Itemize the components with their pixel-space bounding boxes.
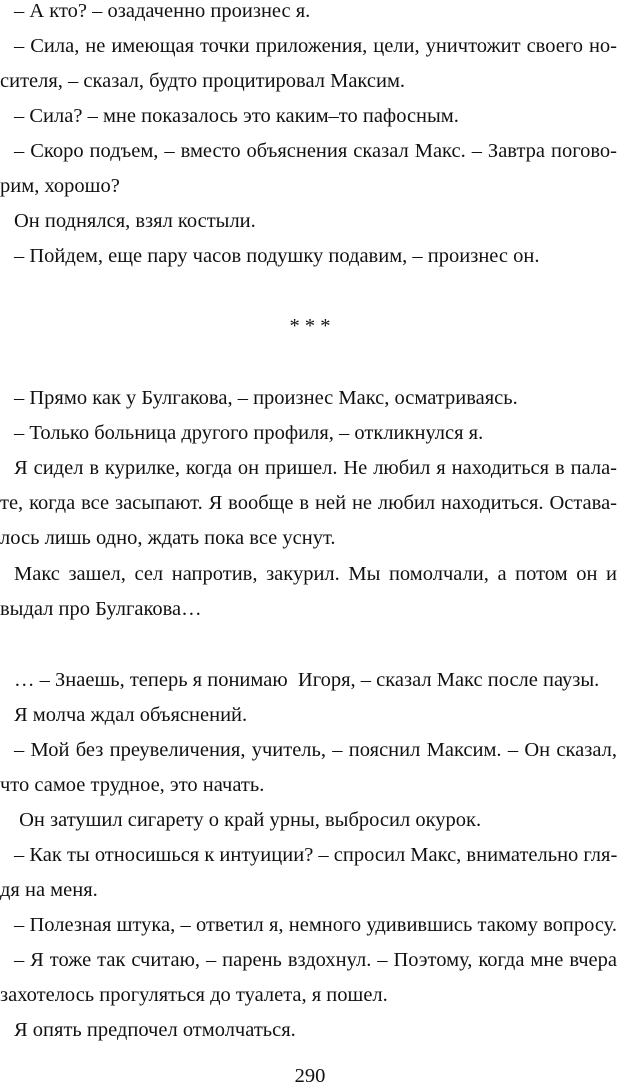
text-line: – А кто? – озадаченно произнес я. [14, 0, 311, 22]
text-line: лось лишь одно, ждать пока все уснут. [0, 527, 336, 549]
text-line: – Сила? – мне показалось это каким–то пафосным. [14, 105, 459, 127]
text-line: Я сидел в курилке, когда он пришел. Не любил я находиться в пала- [14, 457, 617, 479]
text-line: – Полезная штука, – ответил я, немного удивившись такому вопросу. [14, 914, 617, 936]
text-line: – Я тоже так считаю, – парень вздохнул. – Поэтому, когда мне вчера [14, 949, 617, 971]
text-line: Я молча ждал объяснений. [14, 704, 248, 726]
text-line: что самое трудное, это начать. [0, 774, 265, 796]
text-line: рим, хорошо? [0, 175, 120, 197]
text-line: – Только больница другого профиля, – откликнулся я. [14, 422, 484, 444]
text-line: – Сила, не имеющая точки приложения, цели, уничтожит своего но- [14, 35, 617, 57]
text-line: дя на меня. [0, 879, 98, 901]
text-line: – Пойдем, еще пару часов подушку подавим, – произнес он. [14, 245, 540, 267]
page-number: 290 [294, 1065, 326, 1087]
text-line: сителя, – сказал, будто процитировал Максим. [0, 70, 406, 92]
text-line: выдал про Булгакова… [0, 598, 202, 620]
text-line: те, когда все засыпают. Я вообще в ней не любил находиться. Остава- [0, 492, 617, 514]
text-line: Макс зашел, сел напротив, закурил. Мы помолчали, а потом он и [14, 563, 617, 585]
text-line: Я опять предпочел отмолчаться. [14, 1019, 296, 1041]
text-line: Он затушил сигарету о край урны, выбросил окурок. [14, 809, 482, 831]
text-line: захотелось прогуляться до туалета, я пошел. [0, 984, 388, 1006]
text-line: – Мой без преувеличения, учитель, – пояснил Максим. – Он сказал, [14, 739, 617, 761]
section-separator: * * * [289, 315, 331, 337]
text-line: Он поднялся, взял костыли. [14, 210, 256, 232]
text-line: … – Знаешь, теперь я понимаю Игоря, – сказал Макс после паузы. [14, 669, 600, 691]
text-line: – Как ты относишься к интуиции? – спросил Макс, внимательно гля- [14, 844, 618, 866]
text-line: – Скоро подъем, – вместо объяснения сказал Макс. – Завтра погово- [14, 140, 617, 162]
text-line: – Прямо как у Булгакова, – произнес Макс, осматриваясь. [14, 387, 518, 409]
